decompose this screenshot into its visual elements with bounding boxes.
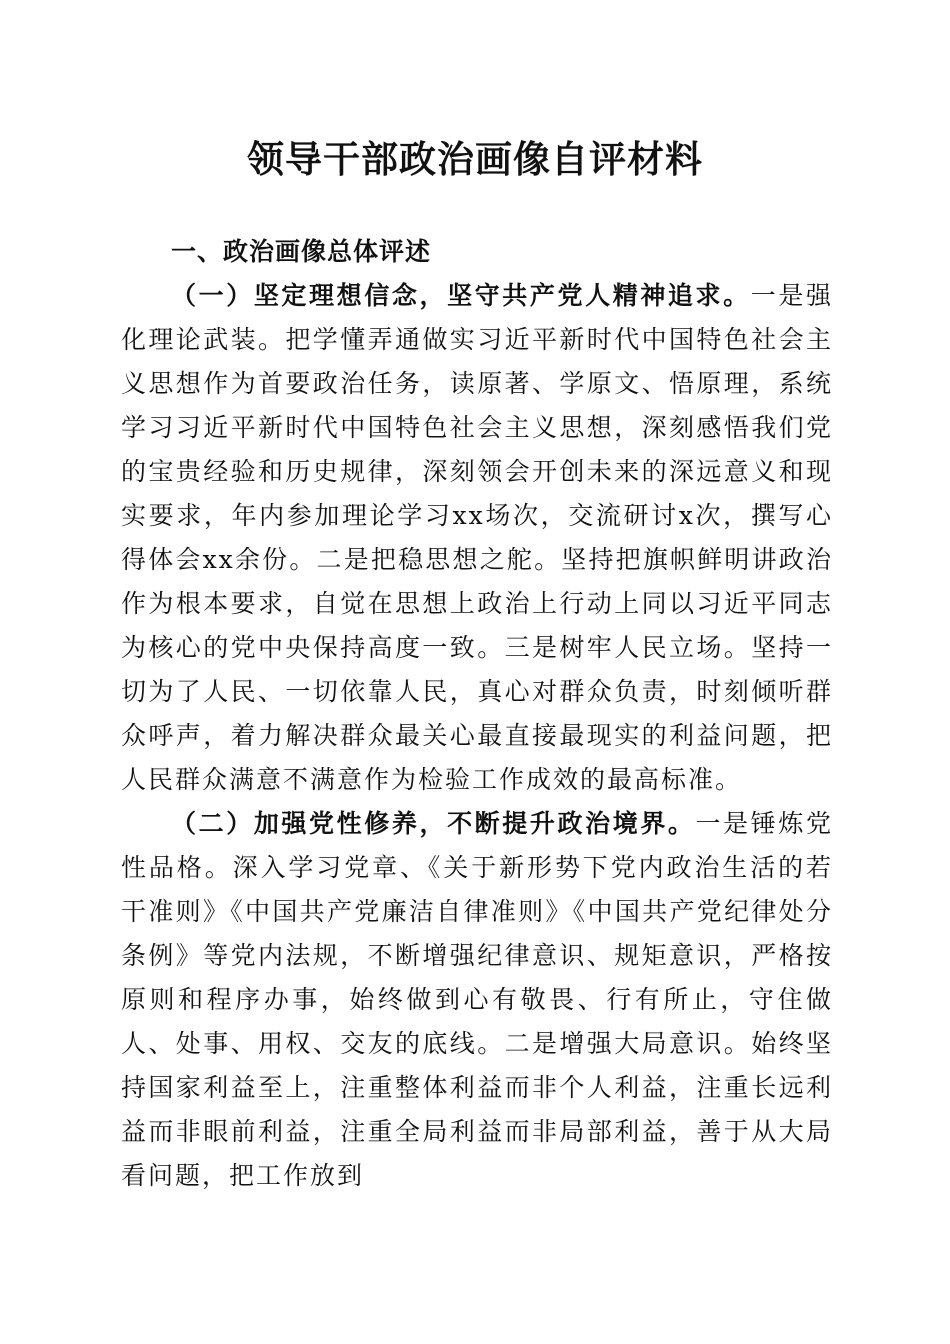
paragraph-2-subheading: （二）加强党性修养，不断提升政治境界。 bbox=[171, 809, 696, 838]
document-body bbox=[121, 230, 833, 1198]
paragraph-1-body: 一是强化理论武装。把学懂弄通做实习近平新时代中国特色社会主义思想作为首要政治任务，读原著、学原文、悟原理，系统学习习近平新时代中国特色社会主义思想，深刻感悟我们党的宝贵经验和历史规律，深刻领会开创未来的深远意义和现实要求，年内参加理论学习xx场次，交流研讨x次，撰写心得体会xx余份。二是把稳思想之舵。坚持把旗帜鲜明讲政治作为根本要求，自觉在思想上政治上行动上同以习近平同志为核心的党中央保持高度一致。三是树牢人民立场。坚持一切为了人民、一切依靠人民，真心对群众负责，时刻倾听群众呼声，着力解决群众最关心最直接最现实的利益问题，把人民群众满意不满意作为检验工作成效的最高标准。 bbox=[121, 281, 833, 794]
paragraph-1-subheading: （一）坚定理想信念，坚守共产党人精神追求。 bbox=[171, 281, 751, 310]
document-title: 领导干部政治画像自评材料 bbox=[247, 137, 703, 181]
section-heading: 一、政治画像总体评述 bbox=[171, 237, 432, 266]
paragraph-1 bbox=[121, 274, 833, 802]
paragraph-2-body: 一是锤炼党性品格。深入学习党章、《关于新形势下党内政治生活的若干准则》《中国共产党廉洁自律准则》《中国共产党纪律处分条例》等党内法规，不断增强纪律意识、规矩意识，严格按原则和程序办事，始终做到心有敬畏、行有所止，守住做人、处事、用权、交友的底线。二是增强大局意识。始终坚持国家利益至上，注重整体利益而非个人利益，注重长远利益而非眼前利益，注重全局利益而非局部利益，善于从大局看问题，把工作放到 bbox=[121, 809, 833, 1190]
paragraph-2 bbox=[121, 802, 833, 1198]
